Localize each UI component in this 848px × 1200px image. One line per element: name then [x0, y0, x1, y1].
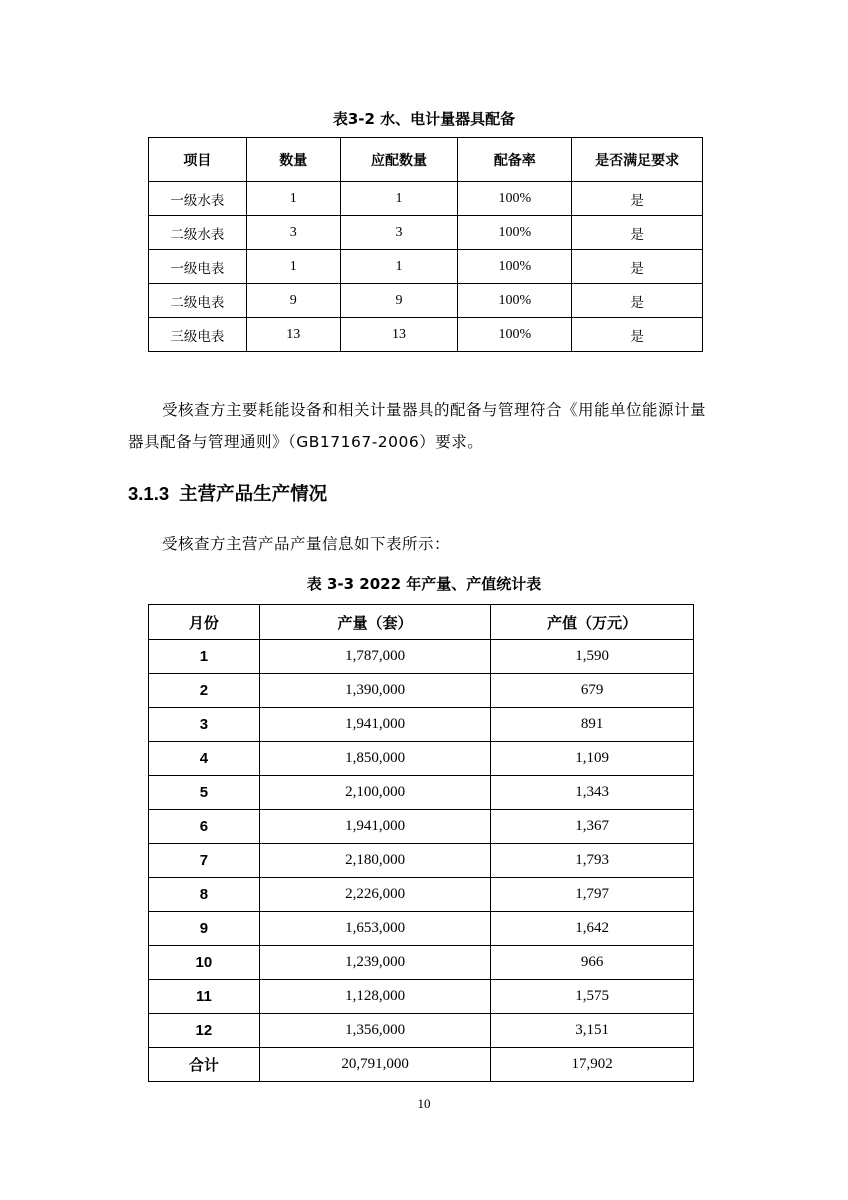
column-header: 产量（套） — [259, 605, 491, 640]
table-row — [149, 878, 694, 912]
month-cell: 6 — [149, 810, 260, 844]
output-cell: 1,787,000 — [259, 640, 491, 674]
table-3-3-caption: 表 3-3 2022 年产量、产值统计表 — [306, 575, 542, 593]
table-cell: 1 — [340, 250, 458, 284]
table-cell: 是 — [572, 216, 703, 250]
table-cell: 是 — [572, 284, 703, 318]
output-cell: 1,239,000 — [259, 946, 491, 980]
table-row — [149, 1014, 694, 1048]
value-cell: 1,367 — [491, 810, 694, 844]
table-cell: 1 — [246, 182, 340, 216]
table-header-row — [149, 605, 694, 640]
column-header: 项目 — [149, 138, 247, 182]
month-cell: 1 — [149, 640, 260, 674]
table-row — [149, 250, 703, 284]
value-cell: 1,797 — [491, 878, 694, 912]
table-cell: 3 — [246, 216, 340, 250]
month-cell: 2 — [149, 674, 260, 708]
table-row — [149, 674, 694, 708]
table-row — [149, 640, 694, 674]
table-cell: 3 — [340, 216, 458, 250]
table-cell: 100% — [458, 284, 572, 318]
value-cell: 1,642 — [491, 912, 694, 946]
table-cell: 三级电表 — [149, 318, 247, 352]
output-cell: 1,850,000 — [259, 742, 491, 776]
table-row — [149, 946, 694, 980]
table-row — [149, 318, 703, 352]
value-cell: 1,590 — [491, 640, 694, 674]
page-number: 10 — [417, 1096, 431, 1111]
table-cell: 二级电表 — [149, 284, 247, 318]
total-value-cell: 17,902 — [491, 1048, 694, 1082]
table-cell: 1 — [340, 182, 458, 216]
table-header-row — [149, 138, 703, 182]
column-header: 月份 — [149, 605, 260, 640]
table-cell: 100% — [458, 182, 572, 216]
table-3-2-caption: 表3-2 水、电计量器具配备 — [332, 110, 516, 128]
column-header: 配备率 — [458, 138, 572, 182]
table-row — [149, 284, 703, 318]
value-cell: 1,109 — [491, 742, 694, 776]
section-title: 主营产品生产情况 — [179, 484, 328, 505]
table-row — [149, 844, 694, 878]
table-cell: 9 — [246, 284, 340, 318]
month-cell: 12 — [149, 1014, 260, 1048]
table-cell: 13 — [340, 318, 458, 352]
table-cell: 一级水表 — [149, 182, 247, 216]
output-cell: 2,180,000 — [259, 844, 491, 878]
table-cell: 1 — [246, 250, 340, 284]
section-heading — [128, 480, 327, 506]
month-cell: 4 — [149, 742, 260, 776]
table-row — [149, 980, 694, 1014]
month-cell: 8 — [149, 878, 260, 912]
month-cell: 11 — [149, 980, 260, 1014]
table-cell: 是 — [572, 182, 703, 216]
table-row — [149, 216, 703, 250]
table-cell: 二级水表 — [149, 216, 247, 250]
value-cell: 891 — [491, 708, 694, 742]
table-row — [149, 708, 694, 742]
intro-paragraph: 受核查方主营产品产量信息如下表所示： — [162, 535, 451, 553]
month-cell: 9 — [149, 912, 260, 946]
value-cell: 966 — [491, 946, 694, 980]
value-cell: 1,575 — [491, 980, 694, 1014]
table-cell: 100% — [458, 216, 572, 250]
table-row — [149, 776, 694, 810]
table-row — [149, 912, 694, 946]
total-label: 合计 — [149, 1048, 260, 1082]
column-header: 是否满足要求 — [572, 138, 703, 182]
output-cell: 2,100,000 — [259, 776, 491, 810]
table-cell: 一级电表 — [149, 250, 247, 284]
column-header: 应配数量 — [340, 138, 458, 182]
month-cell: 7 — [149, 844, 260, 878]
output-cell: 1,941,000 — [259, 810, 491, 844]
month-cell: 5 — [149, 776, 260, 810]
value-cell: 1,343 — [491, 776, 694, 810]
compliance-paragraph: 受核查方主要耗能设备和相关计量器具的配备与管理符合《用能单位能源计量器具配备与管理通则》（GB17167-2006）要求。 — [128, 401, 707, 451]
month-cell: 10 — [149, 946, 260, 980]
value-cell: 679 — [491, 674, 694, 708]
table-cell: 100% — [458, 318, 572, 352]
output-cell: 1,128,000 — [259, 980, 491, 1014]
output-cell: 1,356,000 — [259, 1014, 491, 1048]
output-cell: 1,653,000 — [259, 912, 491, 946]
total-output-cell: 20,791,000 — [259, 1048, 491, 1082]
table-row — [149, 182, 703, 216]
table-cell: 100% — [458, 250, 572, 284]
month-cell: 3 — [149, 708, 260, 742]
output-cell: 1,941,000 — [259, 708, 491, 742]
total-row — [149, 1048, 694, 1082]
value-cell: 1,793 — [491, 844, 694, 878]
column-header: 数量 — [246, 138, 340, 182]
table-cell: 9 — [340, 284, 458, 318]
output-cell: 1,390,000 — [259, 674, 491, 708]
output-cell: 2,226,000 — [259, 878, 491, 912]
production-output-table — [148, 604, 694, 1082]
table-row — [149, 810, 694, 844]
section-number: 3.1.3 — [128, 483, 170, 504]
table-cell: 13 — [246, 318, 340, 352]
value-cell: 3,151 — [491, 1014, 694, 1048]
metering-instruments-table — [148, 137, 703, 352]
table-row — [149, 742, 694, 776]
table-cell: 是 — [572, 318, 703, 352]
column-header: 产值（万元） — [491, 605, 694, 640]
table-cell: 是 — [572, 250, 703, 284]
